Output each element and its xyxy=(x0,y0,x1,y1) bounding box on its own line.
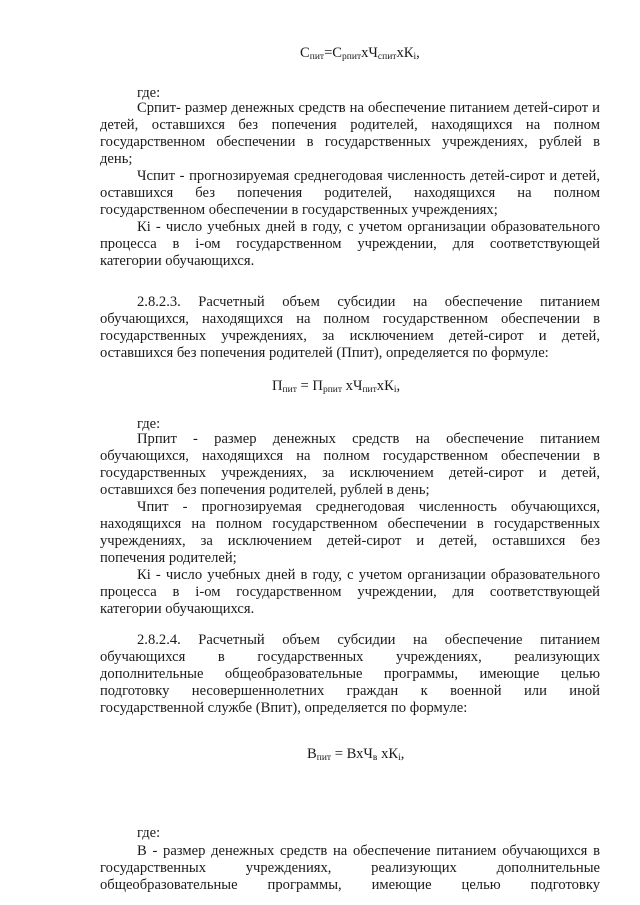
formula-cpit: $С_{пит}=С_{рпит}хЧ_{спит}хК_i$, xyxy=(300,45,420,62)
text-line: государственных учреждениях, за исключением детей-сирот и детей, xyxy=(100,465,600,481)
where-label-1: где: xyxy=(137,85,161,101)
text-line: категории обучающихся. xyxy=(100,601,255,617)
text-line: Чпит - прогнозируемая среднегодовая численность обучающихся, xyxy=(137,499,600,515)
formula-vpit: $В_{пит} = ВхЧ_в$ $хК_i$, xyxy=(307,746,405,763)
text-line: находящихся на полном государственном обеспечении в государственных xyxy=(100,516,600,532)
text-line: дополнительные общеобразовательные программы, имеющие целью xyxy=(100,666,600,682)
text-line: учреждениях, за исключением детей-сирот и детей, оставшихся без xyxy=(100,533,600,549)
text-line: В - размер денежных средств на обеспечение питанием обучающихся в xyxy=(137,843,600,859)
definitions-block-1 xyxy=(100,100,600,270)
formula-ppit: $П_{пит} = П_{рпит}$ $хЧ_{пит}хК_i$, xyxy=(272,378,401,395)
paragraph-2-8-2-3 xyxy=(100,294,600,362)
text-line: подготовку несовершеннолетних граждан к военной или иной xyxy=(100,683,600,699)
text-line: процесса в i-ом государственном учреждении, для соответствующей xyxy=(100,584,600,600)
text-line: процесса в i-ом государственном учреждении, для соответствующей xyxy=(100,236,600,252)
text-line: оставшихся без попечения родителей, рублей в день; xyxy=(100,482,430,498)
text-line: попечения родителей; xyxy=(100,550,237,566)
text-line: государственных учреждениях, реализующих дополнительные xyxy=(100,860,600,876)
text-line: оставшихся без попечения родителей, находящихся на полном xyxy=(100,185,600,201)
where-label-3: где: xyxy=(137,825,161,841)
text-line: государственном обеспечении в государственных учреждениях; xyxy=(100,202,498,218)
text-line: Кi - число учебных дней в году, с учетом организации образовательного xyxy=(137,567,600,583)
text-line: обучающихся, находящихся на полном государственном обеспечении в xyxy=(100,311,600,327)
text-line: 2.8.2.3. Расчетный объем субсидии на обеспечение питанием xyxy=(137,294,600,310)
text-line: Српит- размер денежных средств на обеспечение питанием детей-сирот и xyxy=(137,100,600,116)
text-line: государственном обеспечении в государственных учреждениях, рублей в xyxy=(100,134,600,150)
where-label-2: где: xyxy=(137,416,161,432)
paragraph-2-8-2-4 xyxy=(100,632,600,717)
text-line: Прпит - размер денежных средств на обеспечение питанием xyxy=(137,431,600,447)
text-line: обучающихся в государственных учреждениях, реализующих xyxy=(100,649,600,665)
text-line: 2.8.2.4. Расчетный объем субсидии на обеспечение питанием xyxy=(137,632,600,648)
text-line: Кi - число учебных дней в году, с учетом организации образовательного xyxy=(137,219,600,235)
text-line: Чспит - прогнозируемая среднегодовая численность детей-сирот и детей, xyxy=(137,168,600,184)
text-line: день; xyxy=(100,151,133,167)
text-line: государственной службе (Впит), определяется по формуле: xyxy=(100,700,468,716)
text-line: оставшихся без попечения родителей (Ппит), определяется по формуле: xyxy=(100,345,549,361)
text-line: государственных учреждениях, за исключением детей-сирот и детей, xyxy=(100,328,600,344)
text-line: обучающихся, находящихся на полном государственном обеспечении в xyxy=(100,448,600,464)
text-line: общеобразовательные программы, имеющие целью подготовку xyxy=(100,877,600,893)
text-line: детей, оставшихся без попечения родителей, находящихся на полном xyxy=(100,117,600,133)
text-line: категории обучающихся. xyxy=(100,253,255,269)
definitions-block-3 xyxy=(100,843,600,894)
definitions-block-2 xyxy=(100,431,600,618)
